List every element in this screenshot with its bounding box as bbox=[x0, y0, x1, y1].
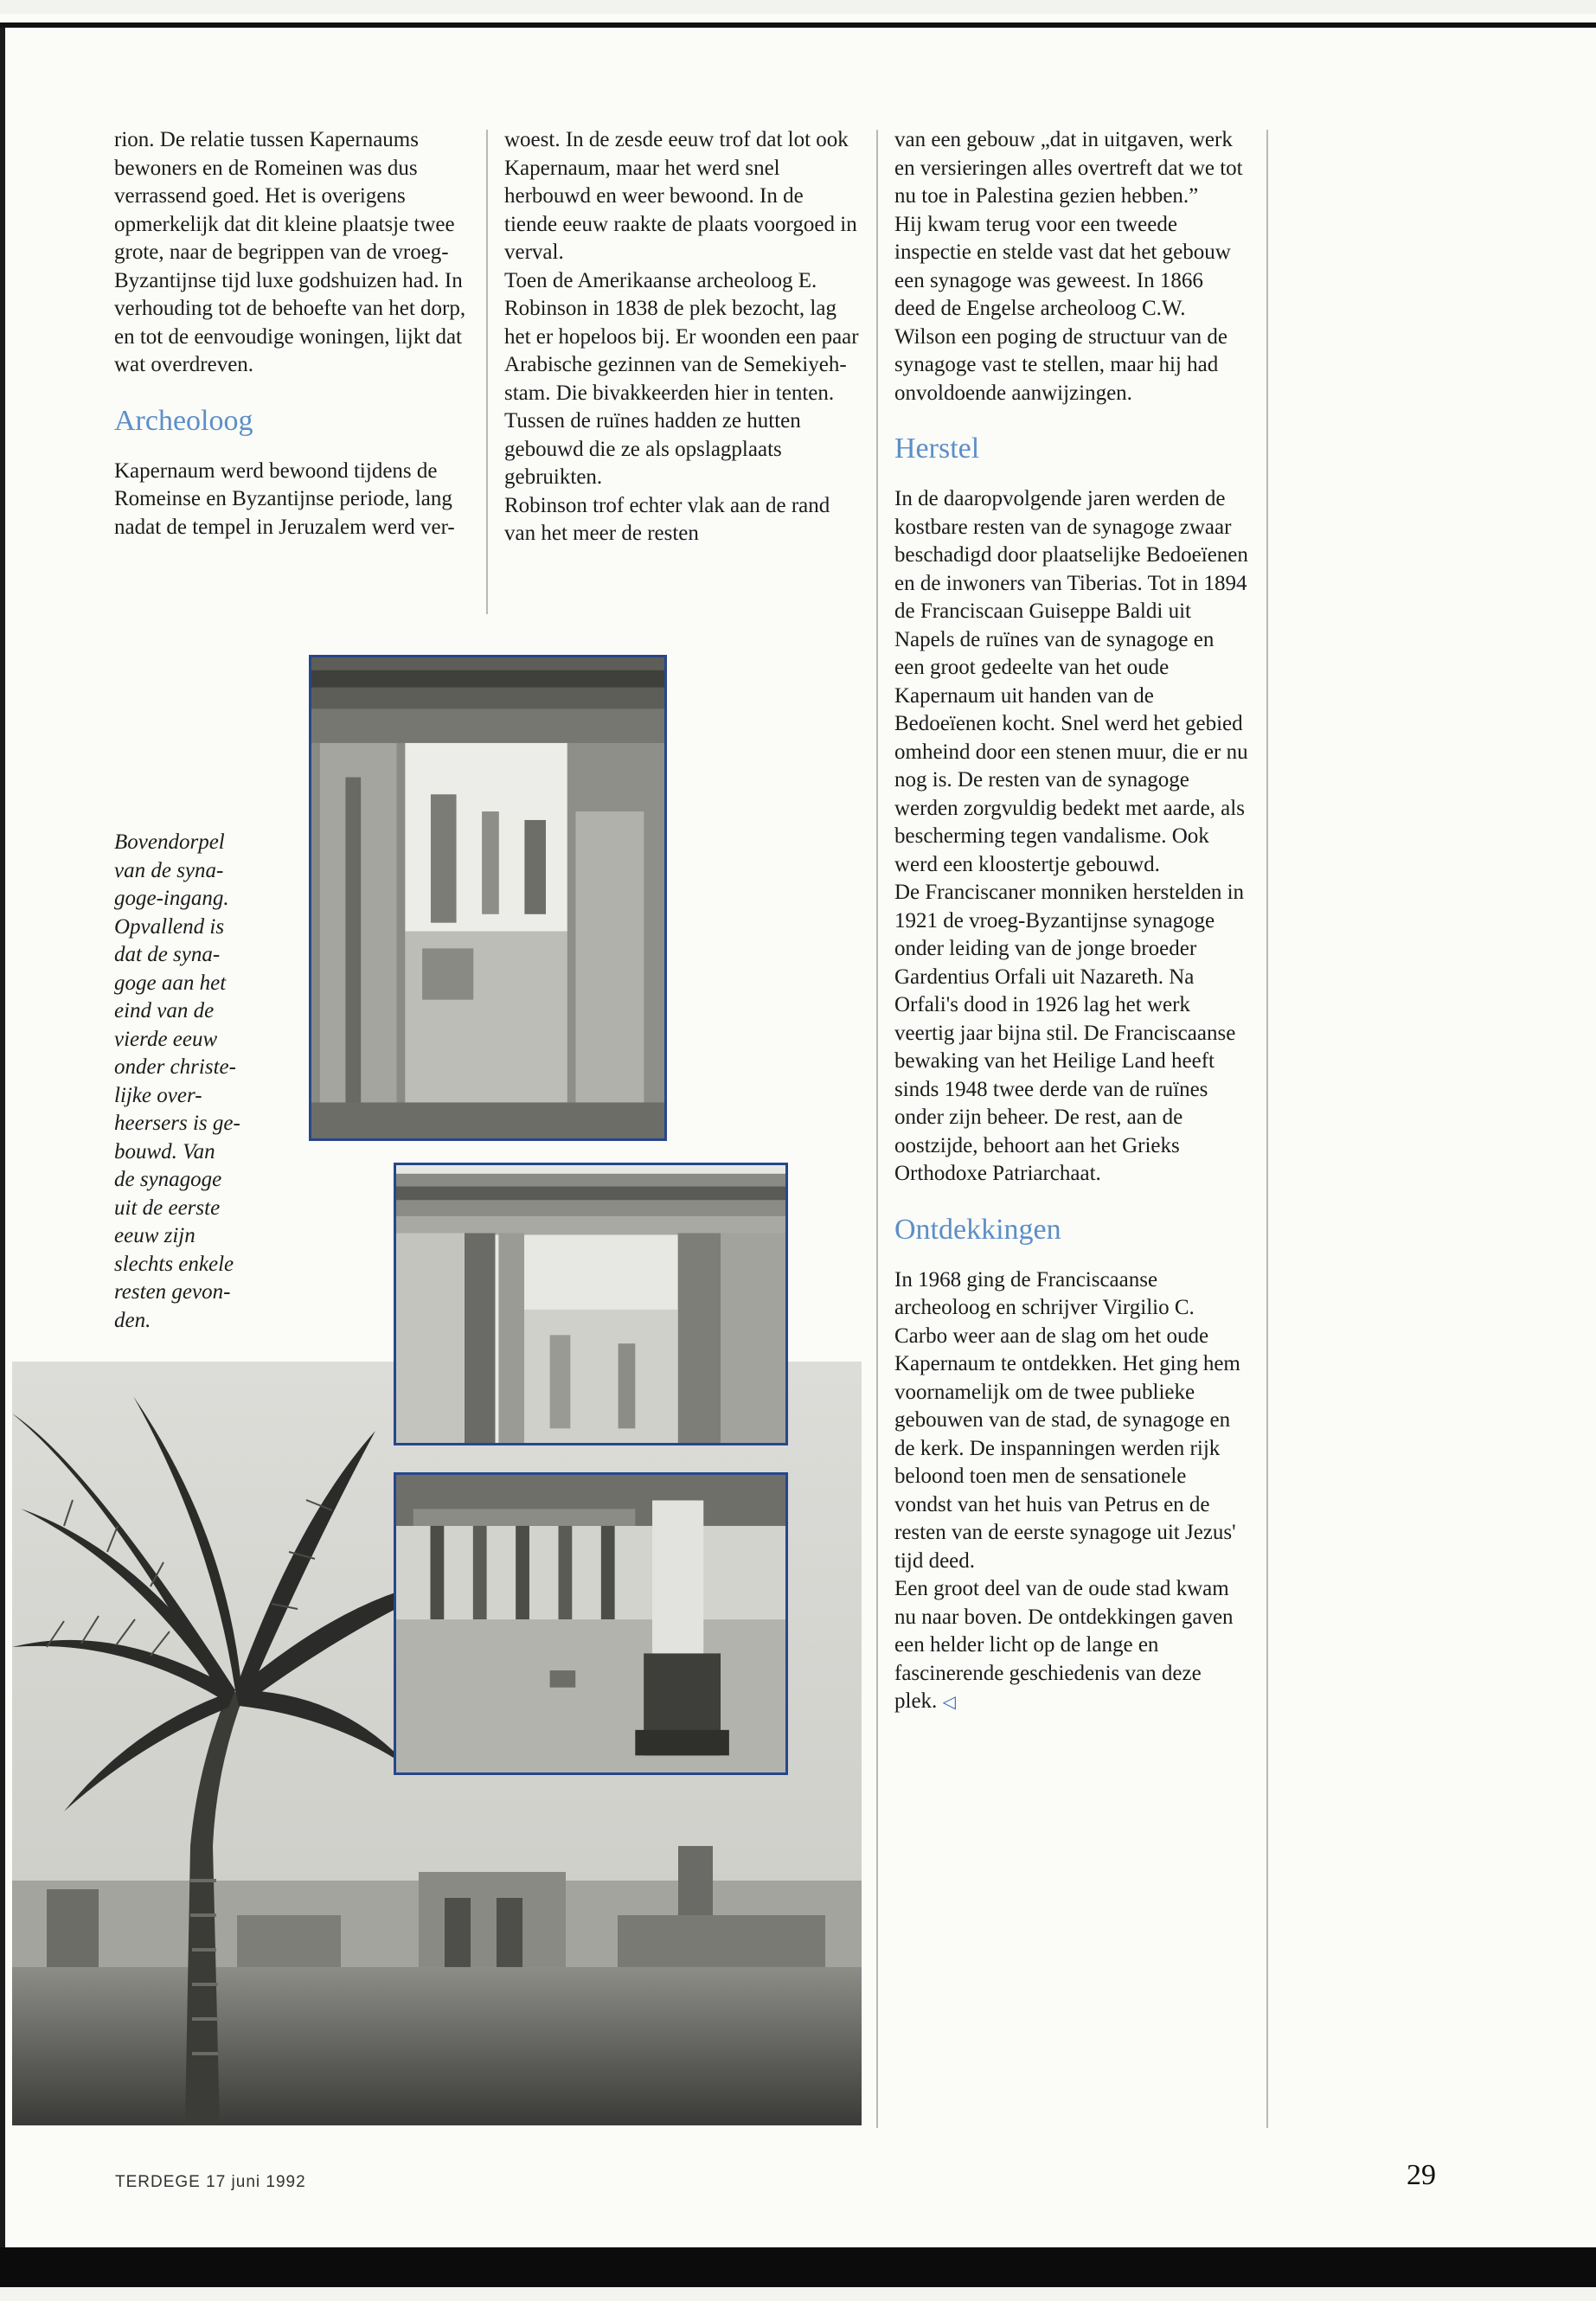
col1-paragraph-1: rion. De relatie tussen Kapernaums bewoners en de Romeinen was dus verrassend goed. Het is overigens opmerkelijk dat dit kleine plaatsje twee grote, naar de begrippen van de vroeg-Byzantijnse tijd luxe godshuizen had. In verhouding tot de behoefte van het dorp, en tot de eenvoudige woningen, lijkt dat wat overdreven. bbox=[114, 128, 466, 376]
photo-lintel bbox=[394, 1163, 788, 1445]
col3-paragraph-2: Hij kwam terug voor een tweede inspectie en stelde vast dat het gebouw een synagoge was geweest. In 1866 deed de Engelse archeoloog C.W. Wilson een poging de structuur van de synagoge vast te stellen, maar hij had onvoldoende aanwijzingen. bbox=[894, 212, 1231, 405]
top-rule bbox=[0, 22, 1596, 28]
caption-line: goge aan het bbox=[114, 971, 227, 995]
page-top-edge bbox=[0, 0, 1596, 14]
photo-synagogue-ruins bbox=[394, 1472, 788, 1775]
publication-footer: TERDEGE 17 juni 1992 bbox=[115, 2173, 306, 2191]
caption-line: onder christe- bbox=[114, 1055, 236, 1079]
col1-paragraph-2: Kapernaum werd bewoond tijdens de Romeinse en Byzantijnse periode, lang nadat de tempel in Jeruzalem werd ver- bbox=[114, 458, 455, 539]
caption-line: dat de syna- bbox=[114, 943, 221, 966]
ontdekkingen-paragraph-2-text: Een groot deel van de oude stad kwam nu naar boven. De ontdekkingen gaven een helder licht op de lange en fascinerende geschiedenis van deze plek. bbox=[894, 1577, 1234, 1713]
doorway-image bbox=[311, 657, 664, 1138]
caption-line: eeuw zijn bbox=[114, 1224, 195, 1247]
column-rule-2 bbox=[876, 130, 878, 2128]
scan-left-edge bbox=[0, 28, 5, 2247]
synagogue-ruins-image bbox=[396, 1475, 785, 1772]
caption-line: Bovendorpel bbox=[114, 830, 225, 854]
caption-line: bouwd. Van bbox=[114, 1139, 215, 1163]
caption-line: vierde eeuw bbox=[114, 1027, 218, 1051]
caption-line: Opvallend is bbox=[114, 914, 225, 939]
end-of-article-icon: ◁ bbox=[942, 1691, 956, 1712]
bottom-bar bbox=[0, 2247, 1596, 2287]
column-rule-3 bbox=[1266, 130, 1268, 2128]
photo-caption bbox=[114, 829, 304, 1335]
caption-line: resten gevon- bbox=[114, 1280, 231, 1304]
heading-herstel: Herstel bbox=[894, 433, 980, 465]
article-column-3 bbox=[894, 126, 1249, 1716]
column-rule-1 bbox=[486, 130, 488, 614]
col2-paragraph-2: Toen de Amerikaanse archeoloog E. Robinson in 1838 de plek bezocht, lag het er hopeloos bij. Er woonden een paar Arabische gezinnen van de Semekiyeh-stam. Die bivakkeerden hier in tenten. Tussen de ruïnes hadden ze hutten gebouwd die ze als opslagplaats gebruikten. bbox=[504, 268, 859, 489]
col2-paragraph-1: woest. In de zesde eeuw trof dat lot ook Kapernaum, maar het werd snel herbouwd en weer bewoond. In de tiende eeuw raakte de plaats voorgoed in verval. bbox=[504, 128, 857, 264]
page-number: 29 bbox=[1407, 2159, 1436, 2191]
heading-archeoloog: Archeoloog bbox=[114, 404, 253, 437]
caption-line: eind van de bbox=[114, 999, 215, 1022]
lintel-image bbox=[396, 1165, 785, 1443]
caption-line: de synagoge bbox=[114, 1168, 222, 1191]
col2-paragraph-3: Robinson trof echter vlak aan de rand van het meer de resten bbox=[504, 493, 830, 545]
caption-line: uit de eerste bbox=[114, 1195, 221, 1220]
caption-line: heersers is ge- bbox=[114, 1112, 240, 1135]
herstel-paragraph-2: De Franciscaner monniken herstelden in 1921 de vroeg-Byzantijnse synagoge onder leiding van de jonge broeder Gardentius Orfali uit Nazareth. Na Orfali's dood in 1926 lag het werk veertig jaar bijna stil. De Franciscaanse bewaking van het Heilige Land heeft sinds 1948 twee derde van de ruïnes onder zijn beheer. De rest, aan de oostzijde, behoort aan het Grieks Orthodoxe Patriarchaat. bbox=[894, 881, 1245, 1185]
article-column-2 bbox=[504, 126, 859, 548]
caption-line: goge-ingang. bbox=[114, 887, 229, 910]
caption-line: den. bbox=[114, 1308, 151, 1332]
photo-doorway bbox=[309, 655, 667, 1141]
caption-line: van de syna- bbox=[114, 858, 224, 882]
heading-ontdekkingen: Ontdekkingen bbox=[894, 1213, 1061, 1246]
ontdekkingen-paragraph-2 bbox=[894, 1575, 1249, 1716]
caption-line: slechts enkele bbox=[114, 1252, 234, 1276]
col3-paragraph-1: van een gebouw „dat in uitgaven, werk en versieringen alles overtreft dat we tot nu toe in Palestina gezien hebben.” bbox=[894, 128, 1243, 208]
herstel-paragraph-1: In de daaropvolgende jaren werden de kostbare resten van de synagoge zwaar beschadigd door plaatselijke Bedoeïenen en de inwoners van Tiberias. Tot in 1894 de Franciscaan Guiseppe Baldi uit Napels de ruïnes van de synagoge en een groot gedeelte van het oude Kapernaum uit handen van de Bedoeïenen kocht. Snel werd het gebied omheind door een stenen muur, die er nu nog is. De resten van de synagoge werden zorgvuldig bedekt met aarde, als bescherming tegen vandalisme. Ook werd een kloostertje gebouwd. bbox=[894, 487, 1248, 876]
caption-line: lijke over- bbox=[114, 1083, 202, 1107]
ontdekkingen-paragraph-1: In 1968 ging de Franciscaanse archeoloog en schrijver Virgilio C. Carbo weer aan de slag om het oude Kapernaum te ontdekken. Het ging hem voornamelijk om de twee publieke gebouwen van de stad, de synagoge en de kerk. De inspanningen werden rijk beloond toen men de sensationele vondst van het huis van Petrus en de resten van de eerste synagoge uit Jezus' tijd deed. bbox=[894, 1267, 1240, 1573]
page-bottom-edge bbox=[0, 2287, 1596, 2301]
article-column-1 bbox=[114, 126, 469, 542]
